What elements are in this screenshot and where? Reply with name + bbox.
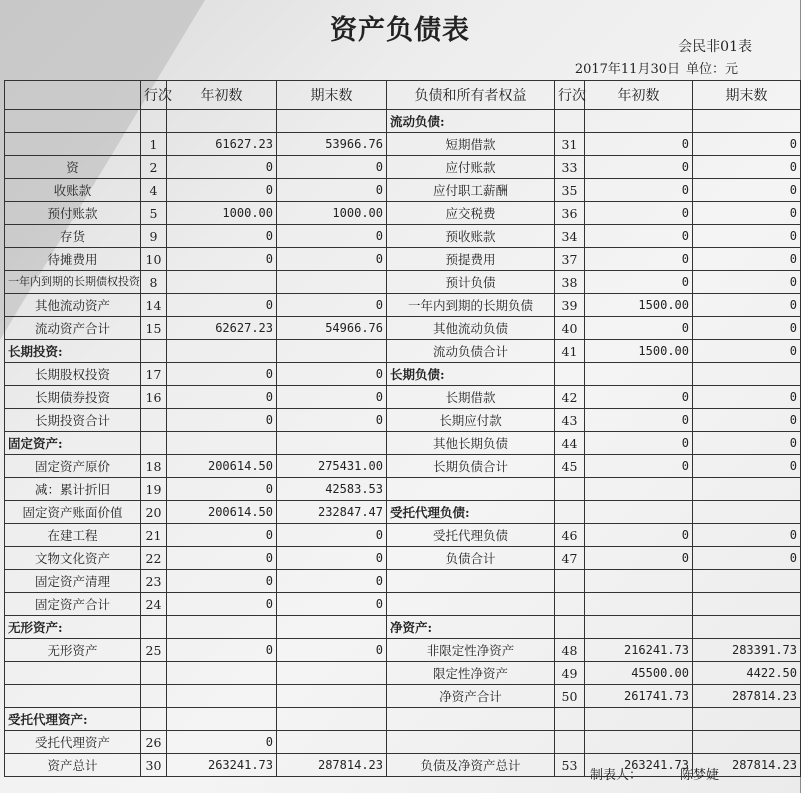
right-line-no-cell: 45 [555, 455, 585, 478]
left-begin-value-cell: 200614.50 [167, 501, 277, 524]
left-end-value-cell: 232847.47 [277, 501, 387, 524]
right-begin-value-cell: 1500.00 [585, 340, 693, 363]
table-row [5, 708, 801, 731]
left-begin-value-cell: 0 [167, 547, 277, 570]
left-item-cell: 收账款 [5, 179, 141, 202]
left-end-value-cell: 287814.23 [277, 754, 387, 777]
left-begin-value-cell: 0 [167, 524, 277, 547]
preparer-name: 陈梦婕 [680, 768, 720, 783]
left-begin-value-cell [167, 662, 277, 685]
right-item-cell: 预计负债 [387, 271, 555, 294]
left-line-no-cell: 30 [141, 754, 167, 777]
left-item-cell: 存货 [5, 225, 141, 248]
right-begin-value-cell: 0 [585, 156, 693, 179]
right-item-cell: 其他流动负债 [387, 317, 555, 340]
currency-unit: 单位：元 [685, 62, 738, 77]
left-begin-value-cell: 263241.73 [167, 754, 277, 777]
right-begin-value-cell [585, 501, 693, 524]
right-end-value-cell: 0 [693, 409, 801, 432]
right-begin-value-cell [585, 593, 693, 616]
left-begin-value-cell [167, 271, 277, 294]
right-line-no-cell [555, 616, 585, 639]
right-line-no-cell: 42 [555, 386, 585, 409]
table-row [5, 202, 801, 225]
right-begin-value-cell: 0 [585, 386, 693, 409]
table-row [5, 662, 801, 685]
left-begin-value-cell [167, 432, 277, 455]
header-right-no: 行次 [555, 81, 585, 110]
left-item-cell [5, 110, 141, 133]
right-end-value-cell: 0 [693, 156, 801, 179]
left-item-cell: 长期股权投资 [5, 363, 141, 386]
right-end-value-cell: 0 [693, 179, 801, 202]
right-item-cell: 长期借款 [387, 386, 555, 409]
left-begin-value-cell: 0 [167, 478, 277, 501]
document-title: 资产负债表 [330, 15, 470, 46]
table-row [5, 731, 801, 754]
right-line-no-cell [555, 501, 585, 524]
right-end-value-cell [693, 708, 801, 731]
right-end-value-cell: 0 [693, 524, 801, 547]
right-end-value-cell [693, 363, 801, 386]
left-item-cell: 长期投资: [5, 340, 141, 363]
table-row [5, 363, 801, 386]
left-line-no-cell [141, 708, 167, 731]
right-line-no-cell: 35 [555, 179, 585, 202]
right-begin-value-cell: 0 [585, 317, 693, 340]
right-item-cell: 应付账款 [387, 156, 555, 179]
right-end-value-cell: 283391.73 [693, 639, 801, 662]
left-item-cell: 资产总计 [5, 754, 141, 777]
left-end-value-cell: 53966.76 [277, 133, 387, 156]
left-line-no-cell: 14 [141, 294, 167, 317]
right-item-cell: 流动负债: [387, 110, 555, 133]
right-item-cell: 净资产: [387, 616, 555, 639]
table-row [5, 593, 801, 616]
left-end-value-cell: 0 [277, 386, 387, 409]
left-end-value-cell [277, 340, 387, 363]
left-line-no-cell [141, 110, 167, 133]
left-end-value-cell: 0 [277, 409, 387, 432]
right-begin-value-cell: 0 [585, 524, 693, 547]
right-line-no-cell: 31 [555, 133, 585, 156]
left-begin-value-cell: 0 [167, 593, 277, 616]
right-item-cell: 限定性净资产 [387, 662, 555, 685]
right-line-no-cell: 39 [555, 294, 585, 317]
right-item-cell: 负债及净资产总计 [387, 754, 555, 777]
right-end-value-cell: 0 [693, 271, 801, 294]
right-end-value-cell [693, 501, 801, 524]
left-item-cell: 资 [5, 156, 141, 179]
right-item-cell: 应交税费 [387, 202, 555, 225]
left-item-cell: 文物文化资产 [5, 547, 141, 570]
right-end-value-cell: 0 [693, 432, 801, 455]
right-line-no-cell: 37 [555, 248, 585, 271]
right-line-no-cell: 47 [555, 547, 585, 570]
right-begin-value-cell: 0 [585, 409, 693, 432]
table-row [5, 478, 801, 501]
left-item-cell: 减：累计折旧 [5, 478, 141, 501]
left-begin-value-cell: 0 [167, 639, 277, 662]
left-end-value-cell [277, 662, 387, 685]
right-begin-value-cell [585, 363, 693, 386]
right-item-cell: 负债合计 [387, 547, 555, 570]
left-line-no-cell: 8 [141, 271, 167, 294]
right-begin-value-cell: 0 [585, 225, 693, 248]
left-begin-value-cell: 62627.23 [167, 317, 277, 340]
left-end-value-cell: 0 [277, 547, 387, 570]
right-line-no-cell [555, 708, 585, 731]
left-item-cell: 受托代理资产 [5, 731, 141, 754]
left-line-no-cell: 22 [141, 547, 167, 570]
right-end-value-cell [693, 616, 801, 639]
left-line-no-cell [141, 409, 167, 432]
table-row [5, 547, 801, 570]
left-begin-value-cell: 0 [167, 156, 277, 179]
left-end-value-cell: 1000.00 [277, 202, 387, 225]
preparer-label: 制表人： [590, 768, 643, 783]
right-end-value-cell [693, 478, 801, 501]
table-row [5, 685, 801, 708]
right-line-no-cell: 41 [555, 340, 585, 363]
left-end-value-cell [277, 271, 387, 294]
left-begin-value-cell: 0 [167, 570, 277, 593]
right-begin-value-cell [585, 110, 693, 133]
right-end-value-cell: 0 [693, 133, 801, 156]
left-end-value-cell: 0 [277, 294, 387, 317]
right-begin-value-cell: 0 [585, 432, 693, 455]
left-end-value-cell: 0 [277, 248, 387, 271]
table-row [5, 225, 801, 248]
left-item-cell: 一年内到期的长期债权投资 [5, 271, 141, 294]
left-end-value-cell: 0 [277, 363, 387, 386]
right-item-cell [387, 731, 555, 754]
left-line-no-cell: 1 [141, 133, 167, 156]
left-item-cell: 受托代理资产: [5, 708, 141, 731]
right-begin-value-cell: 261741.73 [585, 685, 693, 708]
right-item-cell [387, 478, 555, 501]
left-item-cell: 固定资产: [5, 432, 141, 455]
left-line-no-cell: 24 [141, 593, 167, 616]
right-begin-value-cell: 0 [585, 133, 693, 156]
header-right-item: 负债和所有者权益 [387, 81, 555, 110]
left-begin-value-cell: 0 [167, 363, 277, 386]
left-line-no-cell: 16 [141, 386, 167, 409]
left-begin-value-cell: 0 [167, 225, 277, 248]
left-begin-value-cell: 0 [167, 386, 277, 409]
balance-sheet-table [4, 80, 801, 777]
right-item-cell: 其他长期负债 [387, 432, 555, 455]
right-line-no-cell: 53 [555, 754, 585, 777]
right-line-no-cell [555, 363, 585, 386]
right-end-value-cell: 0 [693, 386, 801, 409]
right-end-value-cell: 0 [693, 455, 801, 478]
right-line-no-cell [555, 478, 585, 501]
report-date: 2017年11月30日 [574, 62, 680, 77]
right-line-no-cell: 38 [555, 271, 585, 294]
header-right-begin: 年初数 [585, 81, 693, 110]
right-line-no-cell: 48 [555, 639, 585, 662]
left-line-no-cell: 9 [141, 225, 167, 248]
left-line-no-cell [141, 685, 167, 708]
left-item-cell: 预付账款 [5, 202, 141, 225]
right-item-cell [387, 570, 555, 593]
header-left-begin: 年初数 [167, 81, 277, 110]
right-begin-value-cell: 216241.73 [585, 639, 693, 662]
left-begin-value-cell [167, 685, 277, 708]
left-line-no-cell: 20 [141, 501, 167, 524]
table-row [5, 432, 801, 455]
left-item-cell: 流动资产合计 [5, 317, 141, 340]
left-end-value-cell: 0 [277, 156, 387, 179]
form-code: 会民非01表 [678, 39, 752, 55]
left-line-no-cell: 4 [141, 179, 167, 202]
right-line-no-cell: 40 [555, 317, 585, 340]
right-line-no-cell: 43 [555, 409, 585, 432]
table-row [5, 179, 801, 202]
right-line-no-cell: 34 [555, 225, 585, 248]
left-item-cell: 固定资产账面价值 [5, 501, 141, 524]
left-end-value-cell: 0 [277, 179, 387, 202]
right-end-value-cell: 0 [693, 340, 801, 363]
left-end-value-cell: 0 [277, 593, 387, 616]
left-line-no-cell [141, 616, 167, 639]
left-begin-value-cell [167, 110, 277, 133]
right-end-value-cell: 0 [693, 248, 801, 271]
table-header-row [5, 81, 801, 110]
right-item-cell [387, 708, 555, 731]
right-end-value-cell: 0 [693, 294, 801, 317]
table-row [5, 386, 801, 409]
left-item-cell [5, 662, 141, 685]
left-line-no-cell: 17 [141, 363, 167, 386]
right-item-cell: 预提费用 [387, 248, 555, 271]
left-begin-value-cell: 0 [167, 294, 277, 317]
right-begin-value-cell: 0 [585, 271, 693, 294]
table-row [5, 271, 801, 294]
left-begin-value-cell [167, 708, 277, 731]
right-begin-value-cell: 0 [585, 179, 693, 202]
right-line-no-cell: 50 [555, 685, 585, 708]
left-item-cell: 固定资产原价 [5, 455, 141, 478]
table-row [5, 133, 801, 156]
right-end-value-cell: 0 [693, 202, 801, 225]
left-begin-value-cell: 0 [167, 409, 277, 432]
right-end-value-cell [693, 570, 801, 593]
table-row [5, 156, 801, 179]
left-end-value-cell [277, 685, 387, 708]
right-line-no-cell [555, 570, 585, 593]
left-end-value-cell: 0 [277, 570, 387, 593]
right-end-value-cell: 0 [693, 225, 801, 248]
left-end-value-cell [277, 616, 387, 639]
right-item-cell: 一年内到期的长期负债 [387, 294, 555, 317]
table-row [5, 524, 801, 547]
right-begin-value-cell: 0 [585, 547, 693, 570]
header-right-end: 期末数 [693, 81, 801, 110]
left-end-value-cell: 0 [277, 225, 387, 248]
right-end-value-cell [693, 731, 801, 754]
left-line-no-cell: 21 [141, 524, 167, 547]
left-item-cell: 在建工程 [5, 524, 141, 547]
left-end-value-cell [277, 110, 387, 133]
left-begin-value-cell [167, 616, 277, 639]
left-item-cell: 固定资产清理 [5, 570, 141, 593]
left-begin-value-cell: 0 [167, 248, 277, 271]
left-line-no-cell: 25 [141, 639, 167, 662]
header-left-end: 期末数 [277, 81, 387, 110]
right-item-cell: 长期应付款 [387, 409, 555, 432]
right-end-value-cell: 4422.50 [693, 662, 801, 685]
left-line-no-cell: 15 [141, 317, 167, 340]
left-line-no-cell: 18 [141, 455, 167, 478]
right-item-cell: 净资产合计 [387, 685, 555, 708]
right-item-cell: 受托代理负债 [387, 524, 555, 547]
table-row [5, 639, 801, 662]
left-line-no-cell: 26 [141, 731, 167, 754]
right-end-value-cell [693, 593, 801, 616]
left-item-cell [5, 685, 141, 708]
left-end-value-cell: 275431.00 [277, 455, 387, 478]
right-end-value-cell: 287814.23 [693, 685, 801, 708]
right-begin-value-cell: 1500.00 [585, 294, 693, 317]
header-left-no: 行次 [141, 81, 167, 110]
right-item-cell: 非限定性净资产 [387, 639, 555, 662]
right-line-no-cell: 49 [555, 662, 585, 685]
right-line-no-cell [555, 110, 585, 133]
left-begin-value-cell: 0 [167, 731, 277, 754]
left-item-cell: 无形资产 [5, 639, 141, 662]
right-begin-value-cell [585, 616, 693, 639]
left-begin-value-cell [167, 340, 277, 363]
left-line-no-cell [141, 340, 167, 363]
left-begin-value-cell: 61627.23 [167, 133, 277, 156]
right-line-no-cell: 44 [555, 432, 585, 455]
left-line-no-cell [141, 432, 167, 455]
left-line-no-cell: 19 [141, 478, 167, 501]
header-left-item [5, 81, 141, 110]
right-end-value-cell: 287814.23 [693, 754, 801, 777]
table-row [5, 340, 801, 363]
right-line-no-cell: 46 [555, 524, 585, 547]
right-begin-value-cell: 0 [585, 248, 693, 271]
left-line-no-cell: 2 [141, 156, 167, 179]
left-end-value-cell [277, 708, 387, 731]
left-end-value-cell [277, 731, 387, 754]
table-row [5, 409, 801, 432]
right-item-cell: 应付职工薪酬 [387, 179, 555, 202]
table-row [5, 110, 801, 133]
left-line-no-cell: 23 [141, 570, 167, 593]
left-item-cell: 长期债券投资 [5, 386, 141, 409]
footer-preparer [590, 764, 790, 783]
right-end-value-cell: 0 [693, 317, 801, 340]
right-begin-value-cell: 0 [585, 202, 693, 225]
left-begin-value-cell: 0 [167, 179, 277, 202]
left-item-cell: 长期投资合计 [5, 409, 141, 432]
right-line-no-cell [555, 593, 585, 616]
left-end-value-cell [277, 432, 387, 455]
table-row [5, 616, 801, 639]
left-line-no-cell [141, 662, 167, 685]
table-row [5, 294, 801, 317]
table-row [5, 570, 801, 593]
left-item-cell: 其他流动资产 [5, 294, 141, 317]
right-begin-value-cell [585, 708, 693, 731]
right-begin-value-cell: 0 [585, 455, 693, 478]
right-line-no-cell: 36 [555, 202, 585, 225]
table-row [5, 455, 801, 478]
table-row [5, 501, 801, 524]
right-item-cell: 长期负债: [387, 363, 555, 386]
left-end-value-cell: 0 [277, 639, 387, 662]
date-unit-line [569, 58, 738, 77]
left-begin-value-cell: 200614.50 [167, 455, 277, 478]
right-end-value-cell [693, 110, 801, 133]
left-line-no-cell: 5 [141, 202, 167, 225]
left-end-value-cell: 54966.76 [277, 317, 387, 340]
right-item-cell [387, 593, 555, 616]
right-line-no-cell: 33 [555, 156, 585, 179]
right-begin-value-cell: 45500.00 [585, 662, 693, 685]
left-item-cell [5, 133, 141, 156]
left-line-no-cell: 10 [141, 248, 167, 271]
left-end-value-cell: 0 [277, 524, 387, 547]
right-begin-value-cell [585, 570, 693, 593]
right-begin-value-cell [585, 731, 693, 754]
right-item-cell: 流动负债合计 [387, 340, 555, 363]
left-end-value-cell: 42583.53 [277, 478, 387, 501]
right-begin-value-cell: 263241.73 [585, 754, 693, 777]
right-item-cell: 长期负债合计 [387, 455, 555, 478]
right-end-value-cell: 0 [693, 547, 801, 570]
left-item-cell: 固定资产合计 [5, 593, 141, 616]
left-item-cell: 无形资产: [5, 616, 141, 639]
right-item-cell: 短期借款 [387, 133, 555, 156]
right-item-cell: 预收账款 [387, 225, 555, 248]
right-begin-value-cell [585, 478, 693, 501]
table-row [5, 248, 801, 271]
left-item-cell: 待摊费用 [5, 248, 141, 271]
right-item-cell: 受托代理负债: [387, 501, 555, 524]
left-begin-value-cell: 1000.00 [167, 202, 277, 225]
table-row [5, 317, 801, 340]
right-line-no-cell [555, 731, 585, 754]
